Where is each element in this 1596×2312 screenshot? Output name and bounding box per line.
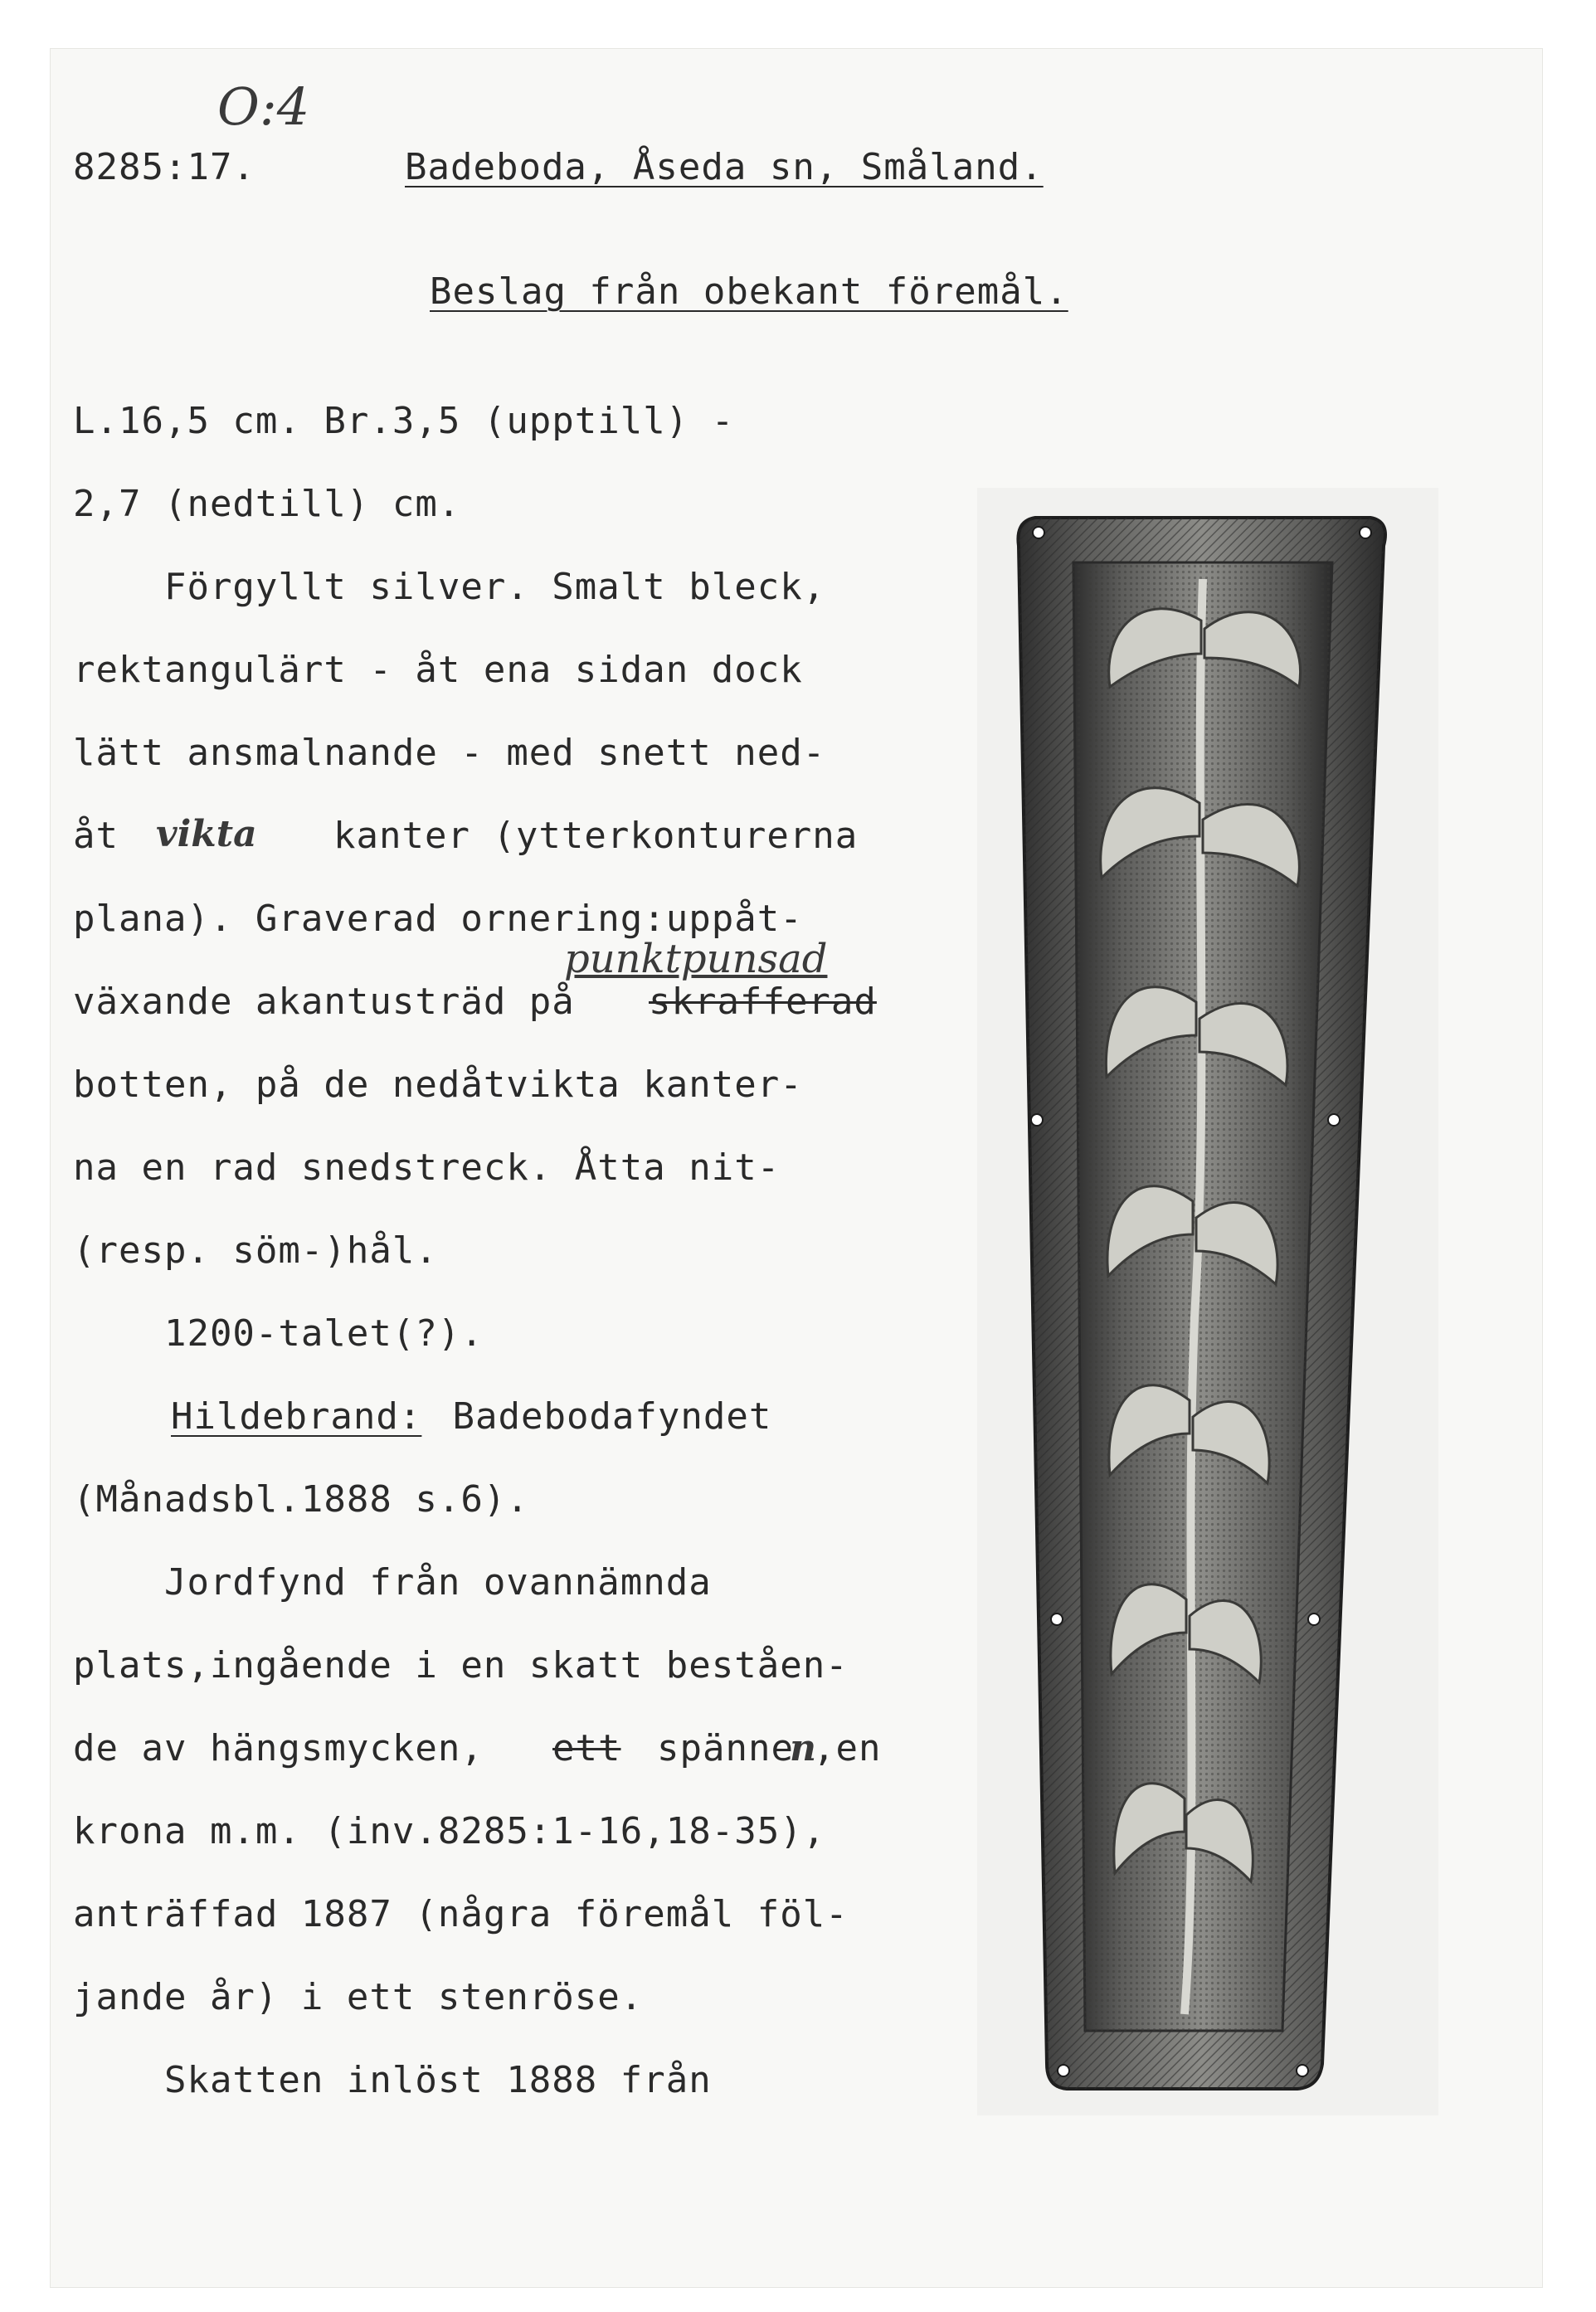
text-line-17c: ,en [813,1727,882,1769]
text-line-16: plats,ingående i en skatt beståen- [73,1644,849,1687]
text-line-4: rektangulärt - åt ena sidan dock [73,649,803,691]
text-line-6b: kanter (ytterkonturerna [333,815,859,857]
handwritten-n: n [790,1727,816,1769]
text-line-18: krona m.m. (inv.8285:1-16,18-35), [73,1810,826,1852]
text-line-21: Skatten inlöst 1888 från [73,2059,712,2101]
object-photograph [977,488,1438,2115]
text-line-9: botten, på de nedåtvikta kanter- [73,1064,803,1106]
text-line-6a: åt [73,815,119,857]
text-line-8-struck: skrafferad [649,981,877,1023]
handwritten-vikta: vikta [156,813,257,855]
text-line-12: 1200-talet(?). [73,1312,484,1355]
engraved-silver-mount-photo [977,488,1438,2115]
text-line-20: jande år) i ett stenröse. [73,1976,644,2018]
text-line-17a: de av hängsmycken, [73,1727,484,1769]
text-line-7: plana). Graverad ornering:uppåt- [73,898,803,940]
text-line-5: lätt ansmalnande - med snett ned- [73,732,826,774]
text-line-1: L.16,5 cm. Br.3,5 (upptill) - [73,400,735,442]
location-heading: Badeboda, Åseda sn, Småland. [405,146,1044,188]
text-line-19: anträffad 1887 (några föremål föl- [73,1893,849,1935]
text-line-8a: växande akantusträd på [73,981,575,1023]
text-line-3: Förgyllt silver. Smalt bleck, [73,566,826,608]
text-line-15: Jordfynd från ovannämnda [73,1561,712,1604]
text-line-17-struck: ett [552,1727,621,1769]
text-line-11: (resp. söm-)hål. [73,1229,438,1272]
inventory-number: 8285:17. [73,146,255,188]
text-line-10: na en rad snedstreck. Åtta nit- [73,1146,781,1189]
text-line-14: (Månadsbl.1888 s.6). [73,1478,529,1521]
reference-title: Badebodafyndet [430,1395,772,1438]
handwritten-punktpunsad: punktpunsad [564,936,828,982]
text-line-2: 2,7 (nedtill) cm. [73,483,461,525]
reference-author: Hildebrand: [171,1395,422,1438]
text-line-17b: spänne [657,1727,794,1769]
handwritten-code: O:4 [217,76,310,137]
object-title: Beslag från obekant föremål. [430,270,1068,313]
